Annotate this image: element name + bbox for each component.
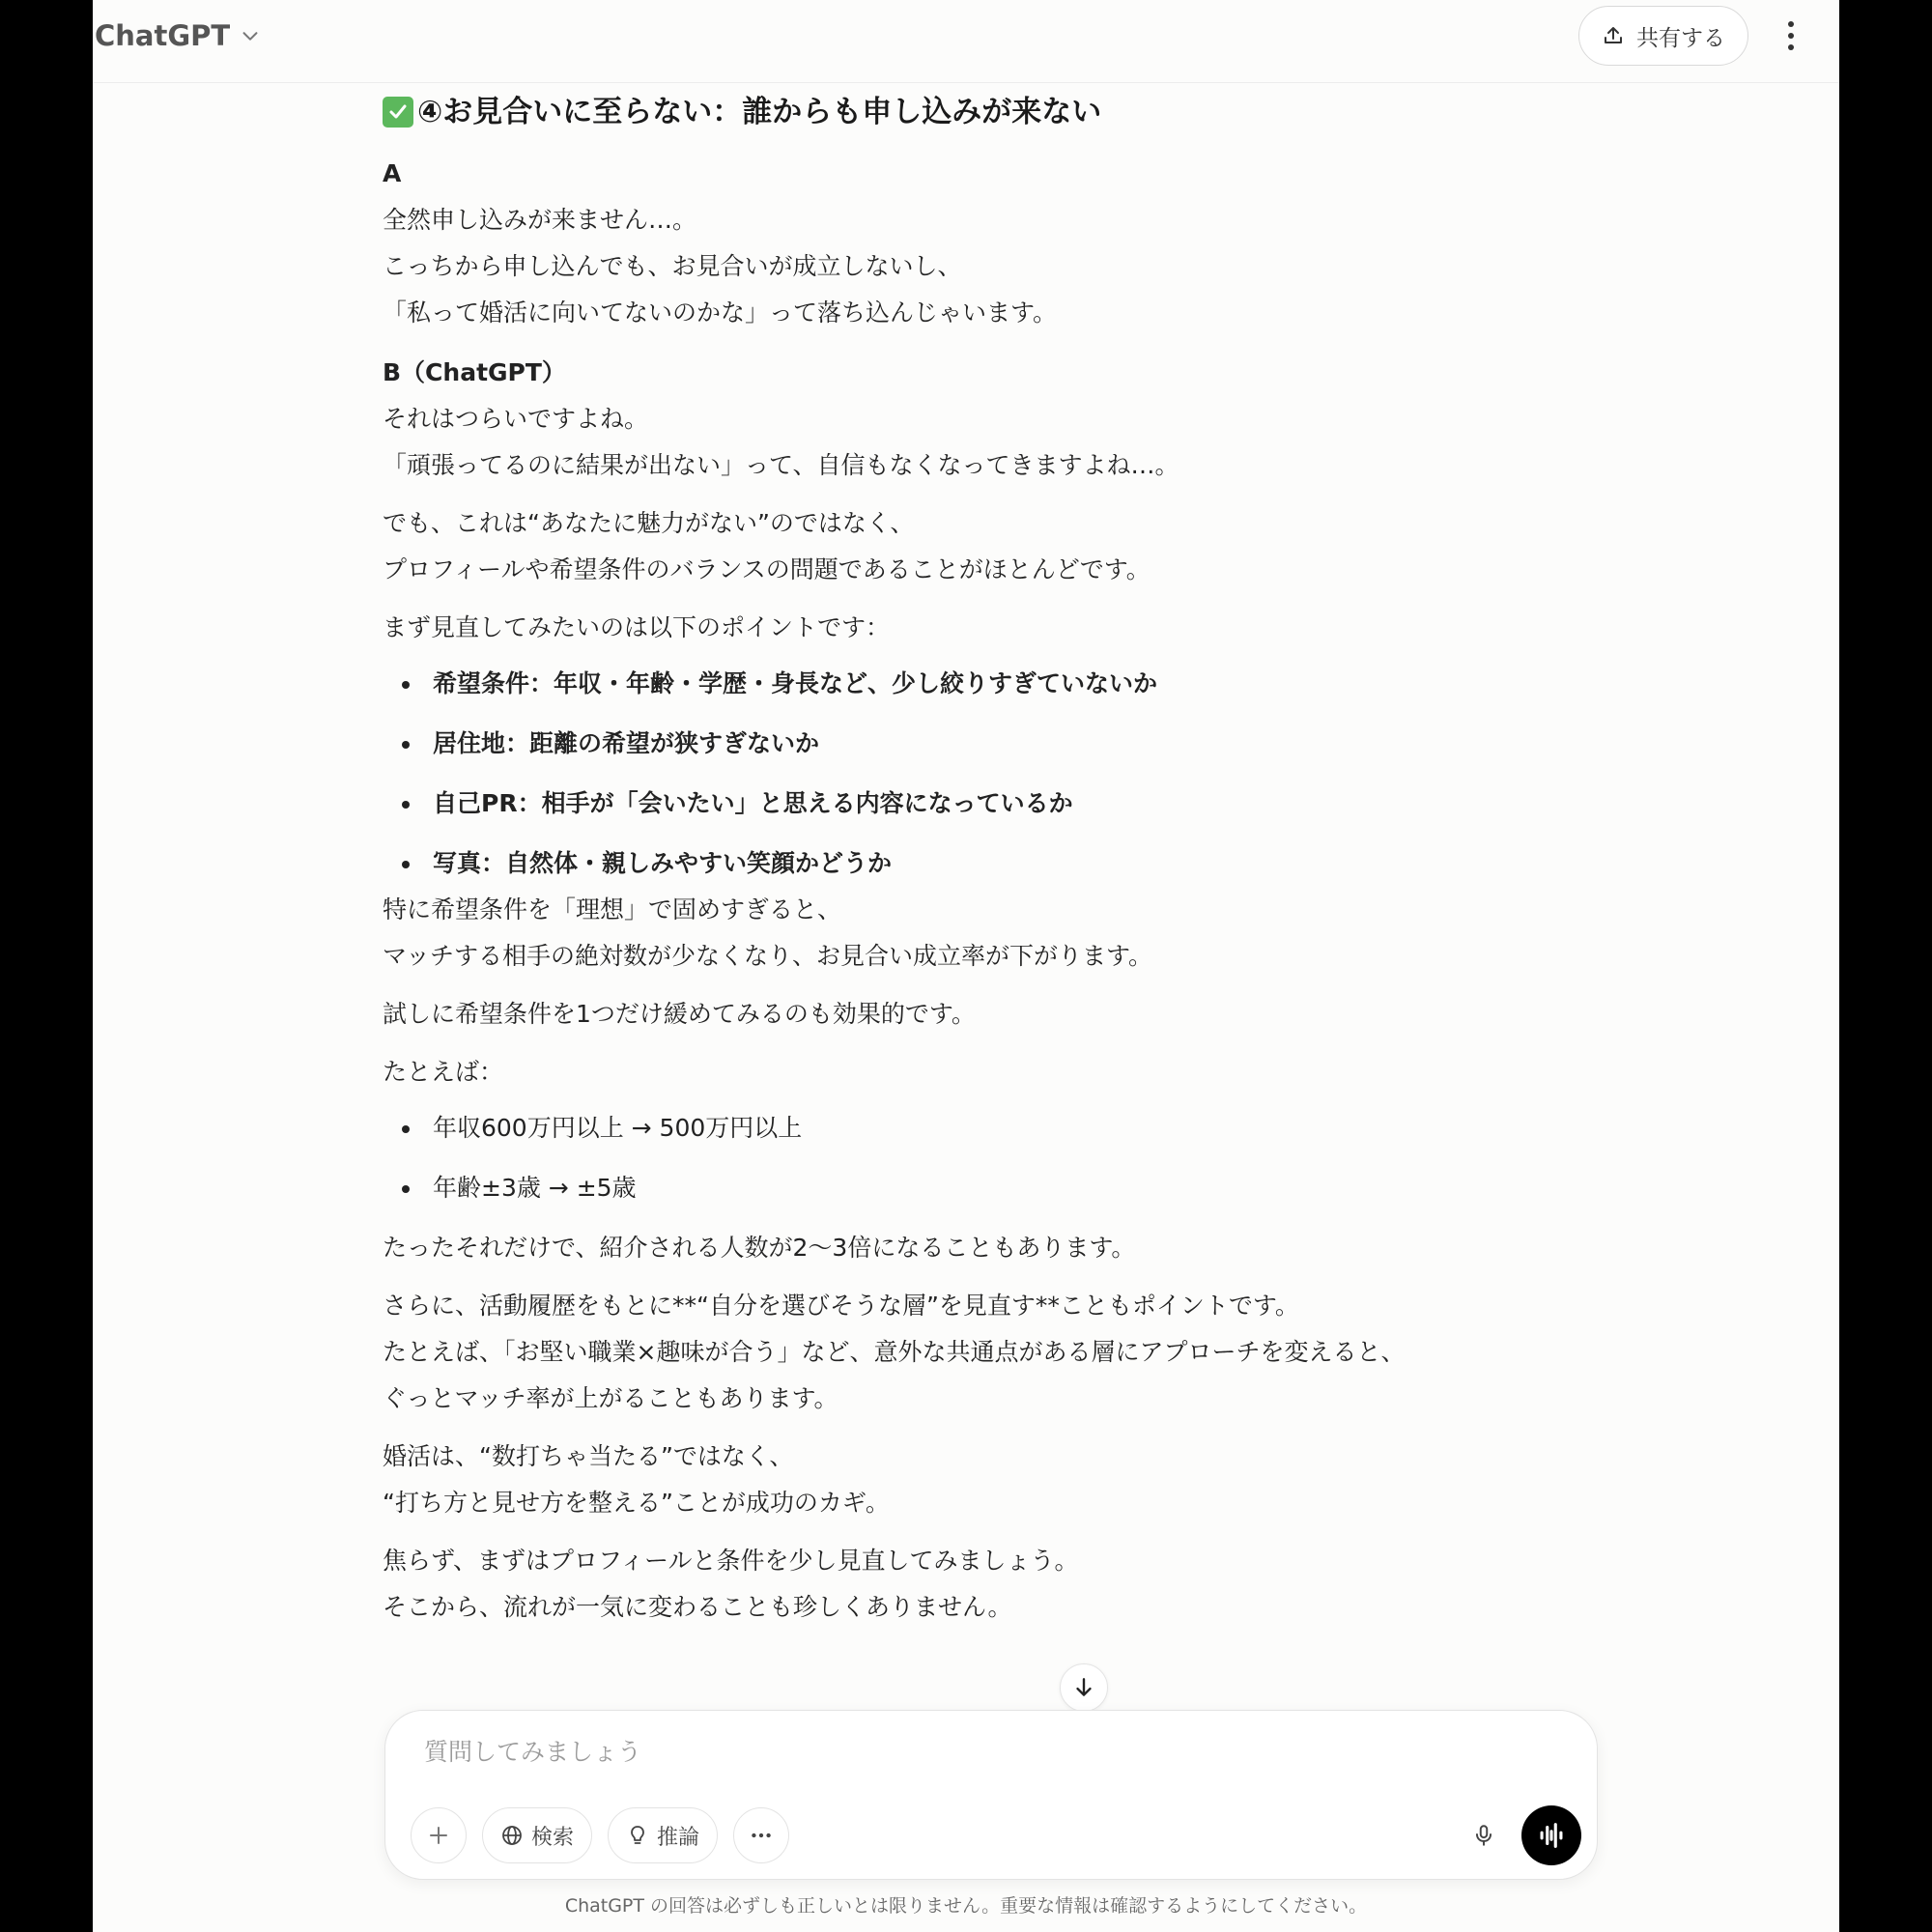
text-line: 焦らず、まずはプロフィールと条件を少し見直してみましょう。 <box>383 1547 1079 1575</box>
share-label: 共有する <box>1636 25 1725 51</box>
more-tools-button[interactable] <box>733 1807 789 1863</box>
speaker-label-a: A <box>383 159 402 187</box>
heading-text: ④お見合いに至らない：誰からも申し込みが来ない <box>417 95 1102 129</box>
text-line: ぐっとマッチ率が上がることもあります。 <box>383 1384 838 1412</box>
text-line: 特に希望条件を「理想」で固めすぎると、 <box>383 895 842 923</box>
more-options-icon[interactable] <box>1774 15 1808 56</box>
check-mark-icon <box>383 97 413 128</box>
text-line: マッチする相手の絶対数が少なくなり、お見合い成立率が下がります。 <box>383 942 1153 970</box>
chat-app <box>93 0 1839 1932</box>
text-line: さらに、活動履歴をもとに**“自分を選びそうな層”を見直す**こともポイントです。 <box>383 1292 1299 1320</box>
scroll-to-bottom-button[interactable] <box>1060 1663 1108 1712</box>
list-item: 年収600万円以上 → 500万円以上 <box>383 1105 1542 1151</box>
text-line: 「私って婚活に向いてないのかな」って落ち込んじゃいます。 <box>383 298 1058 327</box>
text-line: たったそれだけで、紹介される人数が2〜3倍になることもあります。 <box>383 1234 1136 1262</box>
text-line: こっちから申し込んでも、お見合いが成立しないし、 <box>383 252 962 280</box>
text-line: たとえば、「お堅い職業×趣味が合う」など、意外な共通点がある層にアプローチを変えると、 <box>383 1338 1406 1366</box>
text-line: “打ち方と見せ方を整える”ことが成功のカギ。 <box>383 1489 890 1517</box>
paragraph <box>383 1283 1542 1422</box>
model-name: ChatGPT <box>95 19 231 52</box>
text-line: でも、これは“あなたに魅力がない”のではなく、 <box>383 509 915 537</box>
user-turn <box>383 151 1542 336</box>
share-button[interactable] <box>1578 6 1748 66</box>
assistant-message <box>383 83 1542 1631</box>
paragraph <box>383 1225 1542 1271</box>
section-heading <box>383 87 1542 137</box>
text-line: 試しに希望条件を1つだけ緩めてみるのも効果的です。 <box>383 1000 976 1028</box>
paragraph <box>383 1434 1542 1526</box>
points-list <box>383 661 1542 887</box>
list-item: 希望条件：年収・年齢・学歴・身長など、少し絞りすぎていないか <box>383 661 1542 707</box>
reason-label: 推論 <box>656 1825 699 1850</box>
paragraph <box>383 605 1542 651</box>
text-line: それはつらいですよね。 <box>383 405 649 433</box>
lightbulb-icon <box>626 1824 649 1847</box>
list-item: 居住地：距離の希望が狭すぎないか <box>383 721 1542 767</box>
search-button[interactable] <box>482 1807 592 1863</box>
attach-button[interactable] <box>411 1807 467 1863</box>
disclaimer-text: ChatGPT の回答は必ずしも正しいとは限りません。重要な情報は確認するようにしてください。 <box>564 1895 1368 1917</box>
search-label: 検索 <box>530 1825 574 1850</box>
voice-wave-icon <box>1535 1819 1568 1852</box>
ellipsis-icon <box>749 1823 774 1848</box>
paragraph <box>383 1049 1542 1095</box>
text-line: プロフィールや希望条件のバランスの問題であることがほとんどです。 <box>383 555 1151 583</box>
voice-mode-button[interactable] <box>1521 1805 1581 1865</box>
plus-icon <box>427 1824 450 1847</box>
text-line: まず見直してみたいのは以下のポイントです： <box>383 613 891 641</box>
globe-icon <box>500 1824 524 1847</box>
reason-button[interactable] <box>608 1807 718 1863</box>
paragraph <box>383 887 1542 980</box>
share-icon <box>1602 24 1625 47</box>
list-item: 自己PR：相手が「会いたい」と思える内容になっているか <box>383 781 1542 827</box>
paragraph <box>383 991 1542 1037</box>
arrow-down-icon <box>1071 1675 1096 1700</box>
list-item: 写真：自然体・親しみやすい笑顔かどうか <box>383 840 1542 887</box>
dictate-button[interactable] <box>1456 1807 1512 1863</box>
chevron-down-icon <box>240 25 261 46</box>
text-line: たとえば： <box>383 1058 504 1086</box>
microphone-icon <box>1471 1823 1496 1848</box>
assistant-turn <box>383 350 1542 489</box>
model-selector[interactable] <box>95 14 261 58</box>
examples-list <box>383 1105 1542 1211</box>
top-bar <box>93 0 1839 83</box>
speaker-label-b: B（ChatGPT） <box>383 358 566 386</box>
text-line: 「頑張ってるのに結果が出ない」って、自信もなくなってきますよね…。 <box>383 451 1179 479</box>
text-line: そこから、流れが一気に変わることも珍しくありません。 <box>383 1593 1012 1621</box>
text-line: 婚活は、“数打ちゃ当たる”ではなく、 <box>383 1442 794 1470</box>
list-item: 年齢±3歳 → ±5歳 <box>383 1165 1542 1211</box>
text-line: 全然申し込みが来ません…。 <box>383 206 697 234</box>
paragraph <box>383 500 1542 593</box>
prompt-input[interactable] <box>424 1728 1487 1775</box>
composer <box>384 1710 1598 1880</box>
paragraph <box>383 1538 1542 1631</box>
